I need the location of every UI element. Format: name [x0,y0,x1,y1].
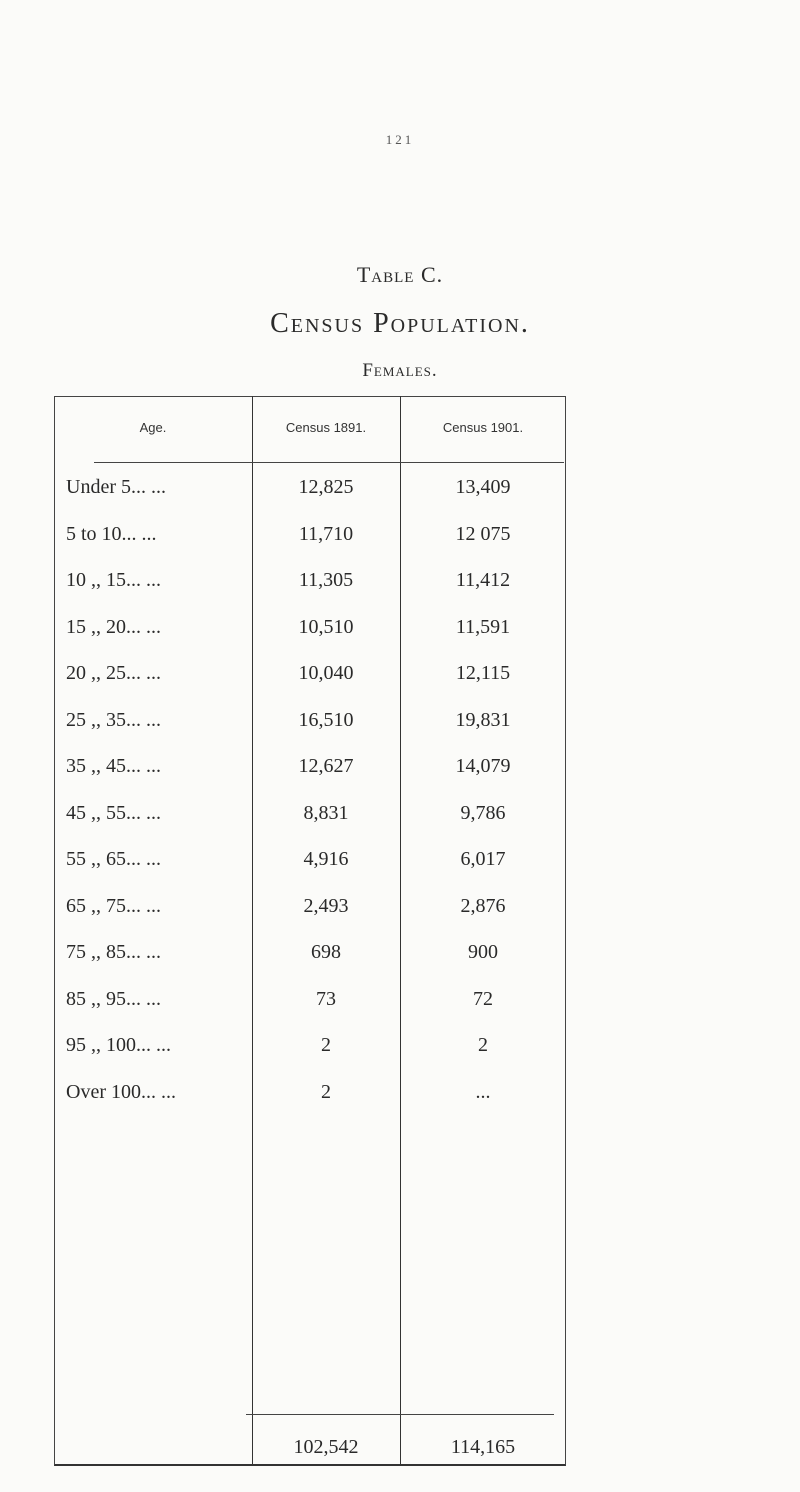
total-census-1901: 114,165 [450,1436,516,1458]
census-1891-cell: 16,510 [298,708,354,731]
table-body [54,468,566,1119]
census-1891-cell: 10,040 [298,662,354,684]
page-number: 121 [385,132,415,147]
age-cell: 25 ,, 35... ... [66,708,161,731]
table-row [54,515,566,562]
age-cell: 65 ,, 75... ... [66,894,161,917]
table-row [54,608,566,655]
table-row [54,980,566,1027]
table-row [54,561,566,608]
census-1891-cell: 2,493 [303,894,349,917]
table-row [54,840,566,887]
age-cell: 55 ,, 65... ... [66,848,161,870]
table-row [54,654,566,701]
column-header-census-1901: Census 1901. [442,420,524,435]
age-cell: 15 ,, 20... ... [66,615,161,638]
census-1901-cell: 12,115 [455,662,511,684]
census-1891-cell: 10,510 [298,615,354,638]
column-header-age: Age. [139,420,167,435]
census-1901-cell: 9,786 [460,801,506,824]
census-1891-cell: 2 [321,1080,331,1103]
table-row [54,1026,566,1073]
census-1891-cell: 11,710 [298,522,354,545]
census-1901-cell: 11,412 [455,569,511,591]
census-1901-cell: 900 [468,941,498,963]
table-row [54,1073,566,1120]
census-1901-cell: 6,017 [460,848,506,870]
census-1901-cell: 12 075 [455,522,511,545]
header-rule [94,462,564,463]
age-cell: 20 ,, 25... ... [66,662,161,684]
census-1901-cell: 13,409 [455,476,511,498]
census-1901-cell: ... [475,1080,491,1103]
table-row [54,933,566,980]
table-label: Table C. [356,262,444,287]
total-rule [246,1414,554,1415]
age-cell: 35 ,, 45... ... [66,755,161,777]
census-1891-cell: 2 [321,1034,331,1056]
census-1891-cell: 4,916 [303,848,349,870]
age-cell: 75 ,, 85... ... [66,941,161,963]
census-1901-cell: 2,876 [460,894,506,917]
table-subtitle: Females. [362,360,438,381]
census-1901-cell: 19,831 [455,708,511,731]
census-1891-cell: 698 [311,941,341,963]
age-cell: 10 ,, 15... ... [66,569,161,591]
table-row [54,468,566,515]
census-1901-cell: 72 [473,987,493,1010]
total-census-1891: 102,542 [293,1436,359,1458]
census-1901-cell: 2 [478,1034,488,1056]
census-1891-cell: 8,831 [303,801,349,824]
census-1891-cell: 12,627 [298,755,354,777]
age-cell: Under 5... ... [66,476,166,498]
table-title: Census Population. [270,308,530,339]
age-cell: 95 ,, 100... ... [66,1034,171,1056]
census-1891-cell: 12,825 [298,476,354,498]
census-1891-cell: 73 [316,987,336,1010]
age-cell: 5 to 10... ... [66,522,157,545]
age-cell: 45 ,, 55... ... [66,801,161,824]
table-row [54,887,566,934]
census-1891-cell: 11,305 [298,569,354,591]
age-cell: Over 100... ... [66,1080,176,1103]
table-row [54,701,566,748]
table-row [54,747,566,794]
census-1901-cell: 14,079 [455,755,511,777]
age-cell: 85 ,, 95... ... [66,987,161,1010]
census-1901-cell: 11,591 [455,615,511,638]
column-header-census-1891: Census 1891. [285,420,367,435]
table-row [54,794,566,841]
